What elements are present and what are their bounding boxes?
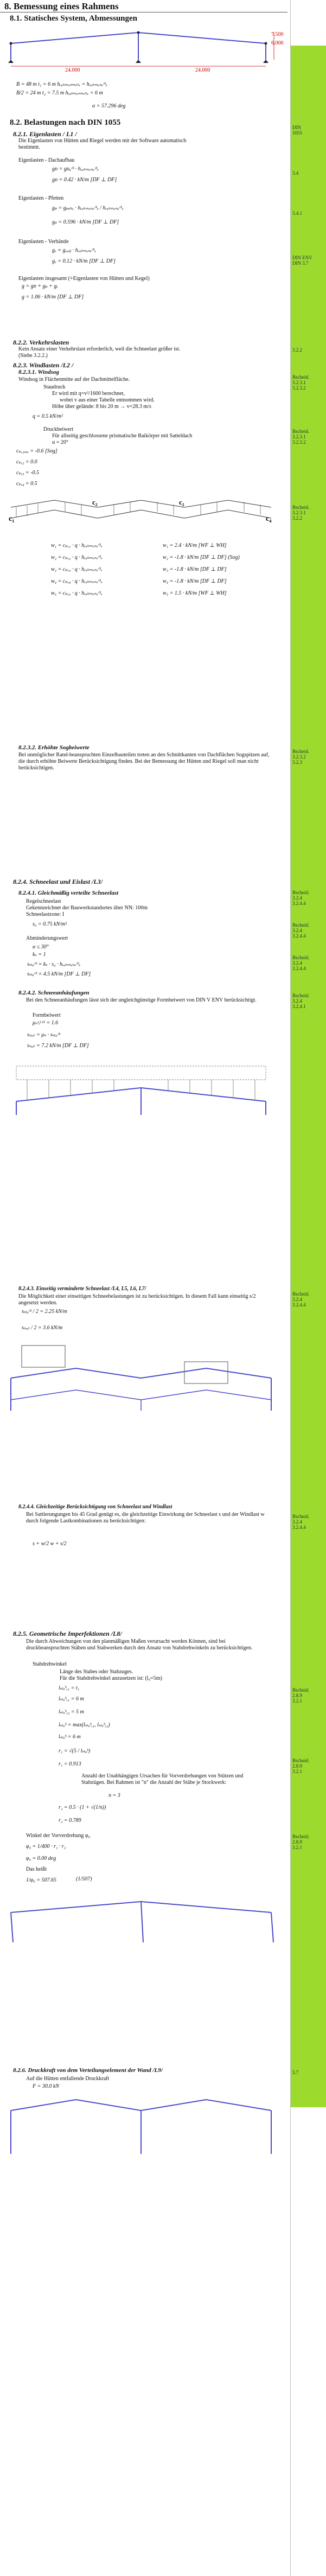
mu-value: μₙᵉᵢᴸᵉ¹ = 1.6 — [33, 1020, 59, 1026]
s8244-text: Bei Sattlerungungen bis 45 Grad genügt es, die gleichzeitige Einwirkung der Schneelast s und der Windlast w durch folgende Lastkombinationen zu berücksichtigen: — [26, 1512, 265, 1524]
imp6: r₁ = √(5 / lₛₜₐᵇ) — [59, 1748, 91, 1754]
imp8: r₂ = 0.5 · (1 + √(1/n)) — [59, 1805, 106, 1810]
ref-13: Bscheid. 3.2.4 3.2.4.4 — [292, 1291, 310, 1308]
ref-4: 3.2.2 — [292, 347, 302, 353]
ref-6: Bscheid. 3.2.3.1 3.2.3.2 — [292, 429, 310, 445]
s8231-text: Windsog in Flächenmitte auf der Dachmittelfläche. — [18, 377, 130, 382]
eg-ver-label: Eigenlasten - Verbände — [18, 239, 69, 245]
eg-sum-label: Eigenlasten insgesamt (+Eigenlasten von Hütten und Kegel) — [18, 276, 150, 282]
section-8-2-4-3-heading: 8.2.4.3. Einseitig verminderte Schneelast /L4, L5, L6, L7/ — [18, 1286, 146, 1292]
ref-8: Bscheid. 3.2.3.2 3.2.3 — [292, 749, 310, 765]
section-8-2-4-2-heading: 8.2.4.2. Schneeanhäufungen — [18, 990, 90, 996]
section-8-2-4-heading: 8.2.4. Schneelast und Eislast /L3/ — [13, 878, 103, 885]
ssa1: sₙₑᵢₗ = μₙ · sₛₜₐᶜʰ — [27, 1032, 61, 1038]
abm-label: Abminderungswert — [26, 935, 68, 941]
eq-v2: gᵥ = 0.12 · kN/m [DF ⊥ DF] — [52, 258, 116, 264]
section-8-2-5-heading: 8.2.5. Geometrische Imperfektionen /L8/ — [13, 1630, 122, 1637]
wind-load-diagram — [5, 488, 282, 532]
svg-text:c₂: c₂ — [92, 498, 98, 506]
s822-text-2: (Siehe 3.2.2.) — [18, 353, 48, 359]
imp-text: Länge des Stabes oder Stabzuges. Für die Stabdrehwinkel anzusetzen ist: (l₀=5m) — [60, 1669, 162, 1681]
s825-text: Die durch Abweichungen von den planmäßigen Maßen verursacht werden Können, sind bei druckbeanspruchten Stäben und Stabwerken durch den Ansatz von Stabdrehwinkeln zu berücksichtigen. — [26, 1638, 253, 1651]
eq-s2: g = 1.06 · kN/m [DF ⊥ DF] — [22, 294, 84, 300]
eq-s1: g = gᴅ + gₚ + gᵥ — [22, 283, 59, 289]
s821-text-1: Die Eigenlasten von Hütten und Riegel werden mit der Software automatisch — [18, 138, 187, 144]
one-sided-snow-diagram — [5, 1340, 282, 1416]
w-r3: w₃ = -1.8 · kN/m [DF ⊥ DF] — [163, 566, 227, 572]
w-r4: w₄ = -1.8 · kN/m [DF ⊥ DF] — [163, 578, 227, 584]
imp2: lₛₜₐᵇ,₁ = 6 m — [59, 1696, 84, 1702]
w-l4: w₄ = cₚ,₄ · q · hᵣₐₕₘₑₙₑᶜᵏₑ — [51, 578, 103, 584]
imp9: r₂ = 0.789 — [59, 1818, 81, 1823]
ref-14: Bscheid. 3.2.4 3.2.4.4 — [292, 1514, 310, 1530]
ss2: sₛₜₐᶜʰ = 4.5 kN/m [DF ⊥ DF] — [27, 971, 91, 977]
svg-text:c₂: c₂ — [179, 498, 184, 506]
s8243-text: Die Möglichkeit einer einseitigen Schneebelastungen ist zu berücksichtigen. In diesem Fall kann einseitig s/2 angesetzt werden. — [18, 1293, 256, 1306]
eq-p1: gₚ = gₚₑₜₜₑ · hᵣₐₕₘₑₙₑᶜᵏₑ / hᵣₐₕₘₑₙₑᶜᵏₑ — [52, 205, 124, 211]
section-8-2-6-heading: 8.2.6. Druckkraft von dem Verteilungselement der Wand /L9/ — [13, 2067, 163, 2074]
ssa2: sₙₑᵢₗ = 7.2 kN/m [DF ⊥ DF] — [27, 1043, 89, 1049]
imp4: lₛₜₐᵇ = max(lₛₜₐᵇ,₁, lₛₜₐᵇ,₂) — [59, 1722, 110, 1728]
formb-label: Formbeiwert — [33, 1012, 61, 1018]
snow-load-diagram — [5, 1063, 282, 1118]
s8242-text: Bei den Schneeanhäufungen lässt sich der ungleichgünstige Formbeiwert von DIN V ENV berücksichtigt. — [26, 997, 257, 1003]
section-8-2-4-1-heading: 8.2.4.1. Gleichmäßig verteilte Schneelast — [18, 890, 119, 896]
imp11: φ₀ = 0.00 deg — [26, 1856, 56, 1861]
svg-text:c₄: c₄ — [266, 515, 272, 523]
druck-label: Druckbeiwert — [43, 426, 73, 432]
abm-alpha: α ≤ 30° — [33, 944, 49, 950]
s8241-text: Regelschneelast Gekennzeichnet der Bauwerkstandortes über NN: 100m Schneelastzone: I — [26, 898, 148, 917]
imp-head: Stabdrehwinkel — [33, 1661, 67, 1667]
imp-w-label: Winkel der Vorverdrehung φ₀ — [26, 1833, 91, 1839]
ref-17: Bscheid. 2.8.9 3.2.1 — [292, 1834, 310, 1850]
section-8-2-3-heading: 8.2.3. Windlasten /L2 / — [13, 361, 74, 369]
imp7: r₁ = 0.913 — [59, 1761, 81, 1767]
staudruck-t3: Höhe über gelände: 8 bis 20 m → v=28.3 m/s — [52, 404, 151, 410]
dim-left: 24.000 — [65, 67, 80, 73]
cpe4: cₚ,₄ = 0.5 — [16, 481, 37, 487]
s822-text-1: Kein Ansatz einer Verkehrslast erforderlich, weil die Schneelast größer ist. — [18, 346, 181, 352]
ref-10: Bscheid. 3.2.4 3.2.4.4 — [292, 922, 310, 939]
combination-eq: s + w/2 w + s/2 — [33, 1541, 67, 1547]
imp10: φ₀ = 1/400 · r₁ · r₂ — [26, 1844, 66, 1850]
dim-h2: 6.000 — [271, 40, 284, 46]
ref-16: Bscheid. 2.8.9 3.2.1 — [292, 1758, 310, 1774]
ref-2: 3.4.1 — [292, 211, 302, 216]
section-8-2-3-2-heading: 8.2.3.2. Erhöhte Sogbeiwerte — [18, 744, 90, 751]
section-8-2-1-heading: 8.2.1. Eigenlasten / L1 / — [13, 130, 77, 138]
w-l3: w₃ = cₚ,₃ · q · hᵣₐₕₘₑₙₑᶜᵏₑ — [51, 566, 103, 572]
eq-p2: gₚ = 0.596 · kN/m [DF ⊥ DF] — [52, 219, 119, 225]
section-8-2-3-1-heading: 8.2.3.1. Windsog — [18, 369, 59, 375]
s0-value: s₀ = 0.75 kN/m² — [33, 921, 67, 927]
svg-text:c₁: c₁ — [9, 515, 15, 523]
ref-7: Bscheid. 3.2.3.1 3.2.2 — [292, 505, 310, 521]
imp-n-text: Anzahl der Unabhängigen Ursachen für Vorverdrehungen von Stützen und Stabzügen. Bei Rahmen ist "n" die Anzahl der Stäbe je Stockwerk: — [81, 1773, 244, 1786]
cpe2: cₚ,₂ = 0.0 — [16, 459, 37, 465]
dim-right: 24.000 — [195, 67, 210, 73]
cpe3: cₚ,₃ = -0.5 — [16, 470, 39, 476]
imp-n2: n = 3 — [108, 1793, 120, 1799]
eq-d1: gᴅ = gᴅₐᶜʰ · hᵣₐₕₘₑₙₑᶜᵏₑ — [52, 166, 99, 172]
w-l2: w₂ = cₚ,₂ · q · hᵣₐₕₘₑₙₑᶜᵏₑ — [51, 554, 103, 560]
reference-band — [291, 46, 326, 2107]
ref-1: 3.4 — [292, 170, 299, 176]
imp13: (1/507) — [76, 1876, 92, 1882]
w-r5: w₅ = 1.5 · kN/m [WF ⊥ WH] — [163, 590, 227, 596]
imp-d-label: Das heißt — [26, 1866, 47, 1872]
eq-v1: gᵥ = gᵥₑᵣᵦ · hᵣₐₕₘₑₙₑᶜᵏₑ — [52, 247, 96, 253]
geom-eq-1: B = 48 m t₁ = 6 m hᵣₐₕₘₑₙₘᵢₗₗₑ = hᵣₐₕₘₑₙₑᶜᵏₑ — [16, 81, 107, 87]
eg-pf-label: Eigenlasten - Pfetten — [18, 195, 64, 201]
s821-text-2: bestimmt. — [18, 144, 40, 150]
s826-text: Auf die Hütten entfallende Druckkraft — [26, 2076, 110, 2082]
geom-eq-3: α = 57.296 deg — [92, 103, 126, 109]
cpe1: cₚ,₁ₑₒₓ = -0.6 [Sog] — [16, 448, 57, 454]
w-l1: w₁ = cₚ,₁ · q · hᵣₐₕₘₑₙₑᶜᵏₑ — [51, 543, 103, 549]
ref-0: DIN 1055 — [292, 125, 302, 136]
ref-15: Bscheid. 2.8.9 3.2.1 — [292, 1687, 310, 1704]
w-r2: w₂ = -1.8 · kN/m [DF ⊥ DF] (Sog) — [163, 554, 240, 560]
ref-18: 5.7 — [292, 2070, 299, 2075]
ssx2: sₙₑᵢₗ / 2 = 3.6 kN/m — [22, 1325, 63, 1331]
druck-t1: Für allseitig geschlossene prismatische Baikörper mit Satteldach — [52, 433, 193, 439]
ref-12: Bscheid. 3.2.4 3.2.4.1 — [292, 993, 310, 1009]
imp3: lₛₜₐᵇ,₂ = 5 m — [59, 1709, 84, 1715]
reference-sidebar — [290, 0, 326, 2576]
ref-3: DIN ENV DIN 3.7 — [292, 255, 312, 266]
section-8-2-heading: 8.2. Belastungen nach DIN 1055 — [10, 118, 121, 127]
imperfection-diagram — [5, 1899, 282, 1948]
section-8-2-2-heading: 8.2.2. Verkehrslasten — [13, 339, 69, 346]
eq-d2: gᴅ = 0.42 · kN/m [DF ⊥ DF] — [52, 177, 117, 183]
s8232-text: Bei unmöglicher Rand-beanspruchten Einzelbauteilen treten an den Schnittkanten von Dachflächen Sogspitzen auf, die durch erhöhte Beiwerte Berücksichtigung finden. Bei der Bemessung der Hütten und Riegel soll man nicht berücksichtigen. — [18, 752, 270, 771]
imp5: lₛₜₐᵇ = 6 m — [59, 1734, 81, 1740]
ss1: sₛₜₐᶜʰ = kₛ · s₀ · hᵣₐₕₘₑₙₑᶜᵏₑ — [27, 961, 81, 967]
staudruck-t1: Er wird mit q=v²/1600 berechnet, — [52, 391, 125, 397]
wall-force-diagram — [5, 2094, 282, 2159]
q-value: q = 0.5 kN/m² — [33, 413, 63, 419]
dim-h1: 7.500 — [271, 31, 284, 37]
ref-11: Bscheid. 3.2.4 3.2.4.4 — [292, 955, 310, 971]
ref-5: Bscheid. 3.2.3.1 3.2.3.2 — [292, 374, 310, 391]
page-title: 8. Bemessung eines Rahmens — [4, 1, 119, 11]
section-8-1-heading: 8.1. Statisches System, Abmessungen — [10, 14, 138, 23]
staudruck-t2: wobei v aus einer Tabelle entnommen wird. — [60, 397, 155, 403]
imp12: 1/φ₀ = 507.65 — [26, 1877, 57, 1883]
w-l5: w₅ = cₚ,₅ · q · hᵣₐₕₘₑₙₑᶜᵏₑ — [51, 590, 103, 596]
static-system-diagram — [5, 27, 282, 71]
section-8-2-4-4-heading: 8.2.4.4. Gleichzeitige Berücksichtigung von Schneelast und Windlast — [18, 1504, 172, 1510]
staudruck-label: Staudruck — [43, 384, 66, 390]
geom-eq-2: B/2 = 24 m t₂ = 7.5 m hᵣₐₕₘₑₙₘᵢₗₗₑ = 6 m — [16, 90, 103, 96]
eg-dach-label: Eigenlasten - Dachaufbau — [18, 157, 75, 163]
ks-value: kₛ = 1 — [33, 952, 46, 958]
ref-9: Bscheid. 3.2.4 3.2.4.4 — [292, 890, 310, 906]
imp1: lₛₜₐᵇ,₁ = t₁ — [59, 1685, 80, 1691]
druck-t2: α = 20° — [52, 439, 68, 445]
f-value: F = 30.0 kN — [33, 2083, 59, 2089]
w-r1: w₁ = 2.4 · kN/m [WF ⊥ WH] — [163, 543, 227, 549]
ssx1: sₛₜₐᶜʰ / 2 = 2.25 kN/m — [22, 1309, 67, 1315]
